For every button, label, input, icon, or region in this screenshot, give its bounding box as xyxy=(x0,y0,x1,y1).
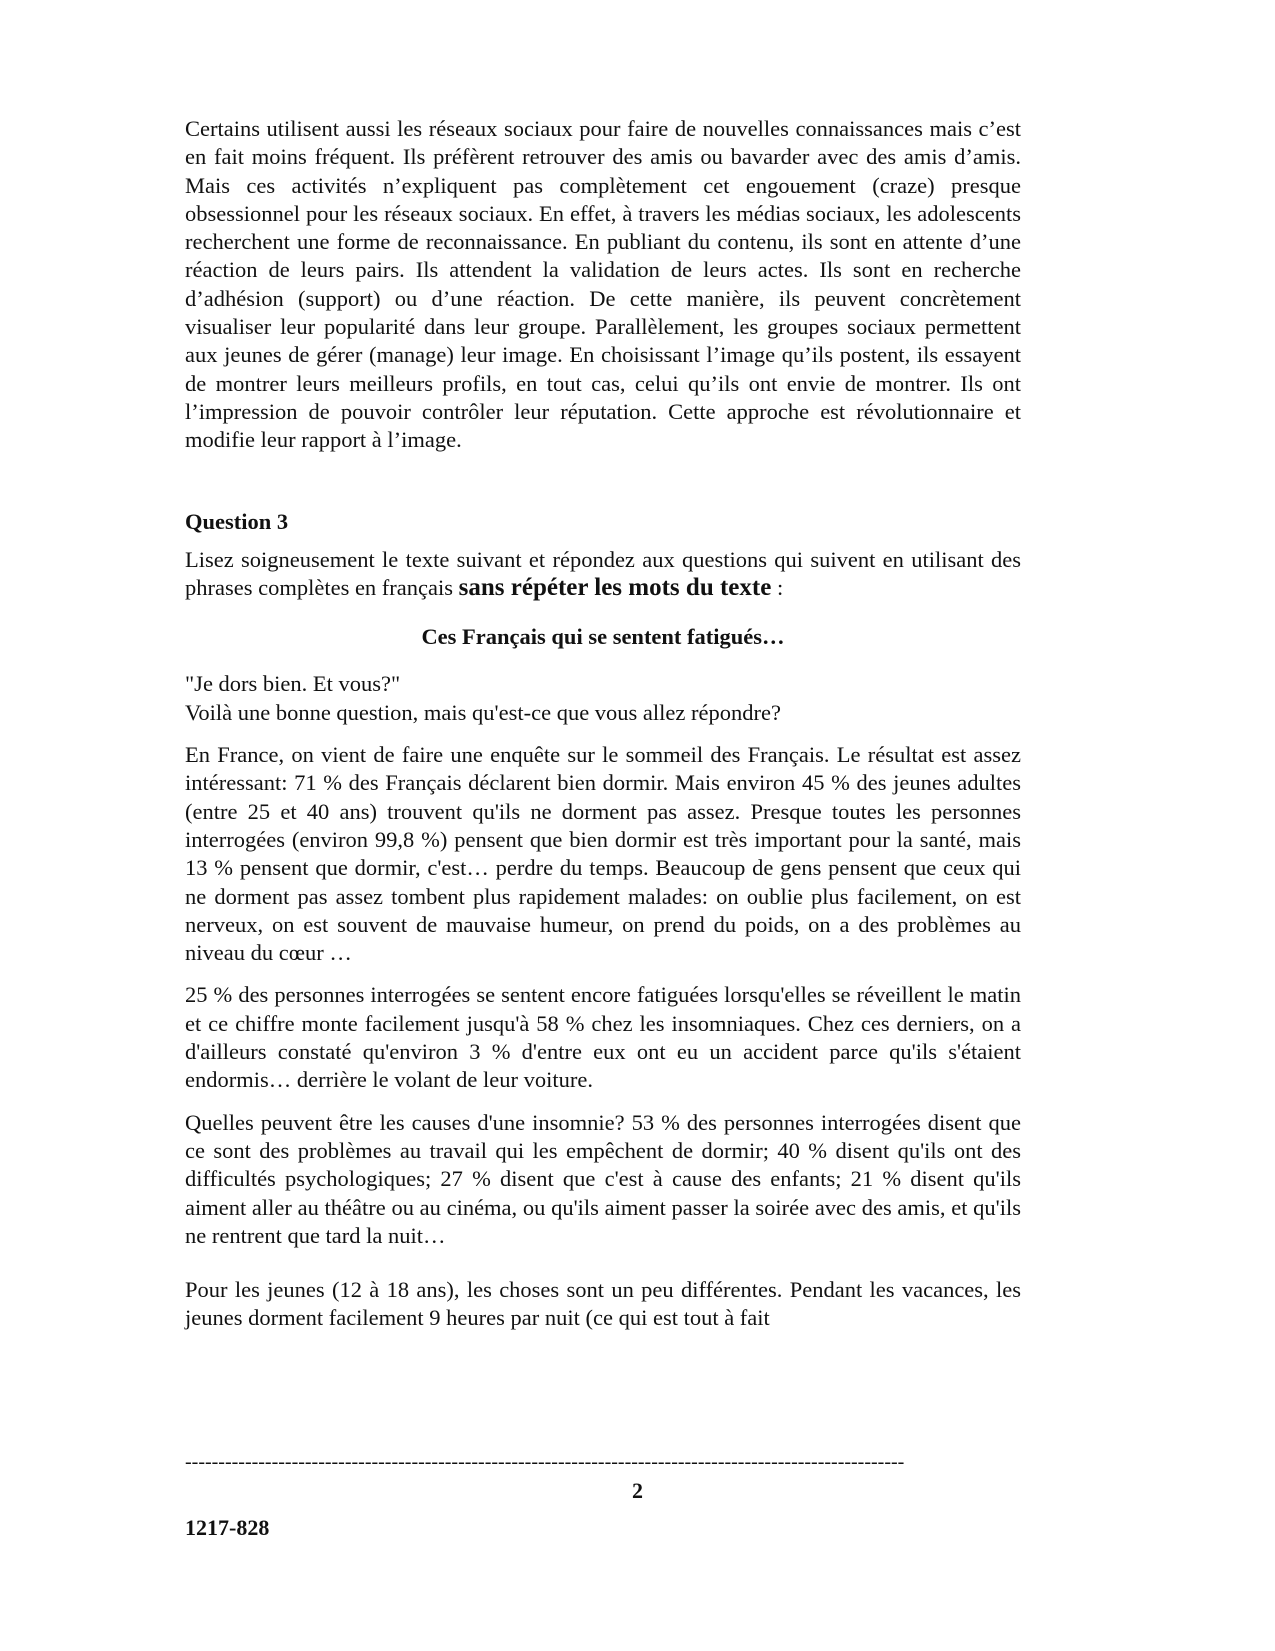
article-paragraph-3: Quelles peuvent être les causes d'une insomnie? 53 % des personnes interrogées disent que ce sont des problèmes au travail qui les empêchent de dormir; 40 % disent qu'ils ont des difficultés psychologiques; 27 % disent que c'est à cause des enfants; 21 % disent qu'ils aiment aller au théâtre ou au cinéma, ou qu'ils aiment passer la soirée avec des amis, et qu'ils ne rentrent que tard la nuit… xyxy=(185,1109,1021,1248)
article-paragraph-2: 25 % des personnes interrogées se sentent encore fatiguées lorsqu'elles se réveillent le matin et ce chiffre monte facilement jusqu'à 58 % chez les insomniaques. Chez ces derniers, on a d'ailleurs constaté qu'environ 3 % d'entre eux ont eu un accident parce qu'ils s'étaient endormis… derrière le volant de leur voiture. xyxy=(185,982,1021,1093)
article-paragraph-1: En France, on vient de faire une enquête sur le sommeil des Français. Le résultat est assez intéressant: 71 % des Français déclarent bien dormir. Mais environ 45 % des jeunes adultes (entre 25 et 40 ans) trouvent qu'ils ne dorment pas assez. Presque toutes les personnes interrogées (environ 99,8 %) pensent que bien dormir est très important pour la santé, mais 13 % pensent que dormir, c'est… perdre du temps. Beaucoup de gens pensent que ceux qui ne dorment pas assez tombent plus rapidement malades: on oublie plus facilement, on est nerveux, on est souvent de mauvaise humeur, on prend du poids, on a des problèmes au niveau du cœur … xyxy=(185,742,1021,966)
intro-paragraph: Certains utilisent aussi les réseaux sociaux pour faire de nouvelles connaissances mais c’est en fait moins fréquent. Ils préfèrent retrouver des amis ou bavarder avec des amis d’amis. Mais ces activités n’expliquent pas complètement cet engouement (craze) presque obsessionnel pour les réseaux sociaux. En effet, à travers les médias sociaux, les adolescents recherchent une forme de reconnaissance. En publiant du contenu, ils sont en attente d’une réaction de leurs pairs. Ils attendent la validation de leurs actes. Ils sont en recherche d’adhésion (support) ou d’une réaction. De cette manière, ils peuvent concrètement visualiser leur popularité dans leur groupe. Parallèlement, les groupes sociaux permettent aux jeunes de gérer (manage) leur image. En choisissant l’image qu’ils postent, ils essayent de montrer leurs meilleurs profils, en tout cas, celui qu’ils ont envie de montrer. Ils ont l’impression de pouvoir contrôler leur réputation. Cette approche est révolutionnaire et modifie leur rapport à l’image. xyxy=(185,116,1021,453)
question-instructions xyxy=(185,546,1021,603)
instructions-colon: : xyxy=(771,574,784,600)
question-heading: Question 3 xyxy=(185,508,289,534)
page-content xyxy=(185,115,1021,1333)
article-title: Ces Français qui se sentent fatigués… xyxy=(421,624,785,650)
footer-dashed-rule: ------------------------------------------------------------------------------------------------------------ xyxy=(185,1452,905,1472)
document-code: 1217-828 xyxy=(185,1515,270,1540)
instructions-emphasis: sans répéter les mots du texte xyxy=(458,573,772,601)
instructions-text: Lisez soigneusement le texte suivant et répondez aux questions qui suivent en utilisant des phrases complètes en français xyxy=(185,546,1021,600)
quote-line-2: Voilà une bonne question, mais qu'est-ce que vous allez répondre? xyxy=(185,699,781,725)
page-number: 2 xyxy=(632,1478,643,1503)
article-paragraph-4: Pour les jeunes (12 à 18 ans), les choses sont un peu différentes. Pendant les vacances, les jeunes dorment facilement 9 heures par nuit (ce qui est tout à fait xyxy=(185,1277,1021,1331)
article-quote xyxy=(185,670,1021,727)
quote-line-1: "Je dors bien. Et vous?" xyxy=(185,671,401,697)
